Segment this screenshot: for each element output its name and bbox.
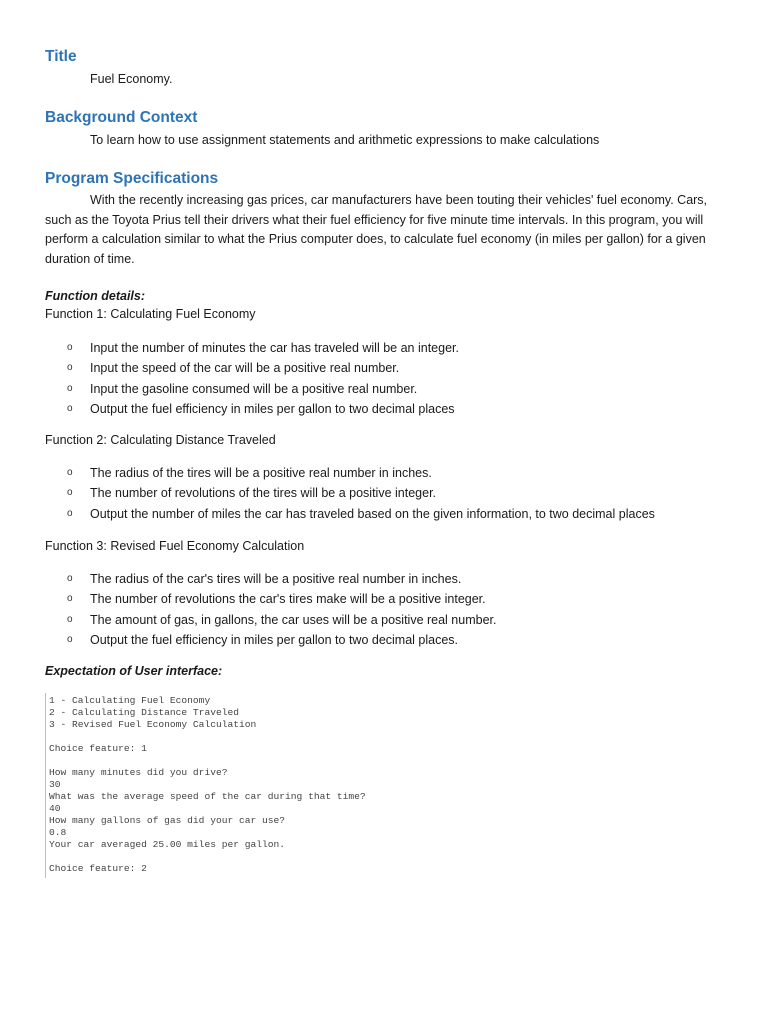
bullet-icon: o [67,382,73,394]
console-line: Choice feature: 1 [49,743,147,754]
background-text: To learn how to use assignment statements and arithmetic expressions to make calculations [90,133,600,147]
bullet-icon: o [67,507,73,519]
bullet-icon: o [67,487,73,499]
console-line: What was the average speed of the car during that time? [49,791,366,802]
bullet-icon: o [67,633,73,645]
bullet-icon: o [67,467,73,478]
console-line: Choice feature: 2 [49,863,147,874]
list-item-text: The number of revolutions of the tires will be a positive integer. [90,486,437,501]
console-line: 40 [49,803,61,814]
function-1-title: Function 1: Calculating Fuel Economy [45,307,256,321]
bullet-icon: o [67,342,73,353]
bullet-icon: o [67,402,73,414]
console-line: 30 [49,779,61,790]
list-item-text: Input the gasoline consumed will be a positive real number. [90,381,418,396]
specs-heading: Program Specifications [45,170,219,187]
bullet-icon: o [67,362,73,374]
console-line: How many minutes did you drive? [49,767,228,778]
list-item-text: The amount of gas, in gallons, the car uses will be a positive real number. [90,612,497,627]
bullet-icon: o [67,613,73,625]
list-item-text: Output the number of miles the car has traveled based on the given information, to two decimal places [90,506,655,521]
list-item-text: Output the fuel efficiency in miles per gallon to two decimal places [90,401,455,416]
list-item-text: Input the speed of the car will be a positive real number. [90,361,400,376]
console-line: 2 - Calculating Distance Traveled [49,707,239,718]
specs-paragraph: With the recently increasing gas prices, car manufacturers have been touting their vehicles' fuel economy. Cars, such as the Toyota Prius tell their drivers what their fuel efficiency for five minute time intervals. In this program, you will perform a calculation similar to what the Prius computer does, to calculate fuel economy (in miles per gallon) for a given duration of time. [45,193,708,266]
bullet-icon: o [67,593,73,605]
list-item-text: Input the number of minutes the car has traveled will be an integer. [90,341,459,355]
list-item-text: Output the fuel efficiency in miles per gallon to two decimal places. [90,632,459,647]
console-line: 1 - Calculating Fuel Economy [49,695,211,706]
list-item-text: The radius of the car's tires will be a positive real number in inches. [90,572,462,586]
user-interface-label: Expectation of User interface: [45,664,223,678]
function-3-title: Function 3: Revised Fuel Economy Calculation [45,539,305,553]
title-text: Fuel Economy. [90,72,173,86]
background-heading: Background Context [45,109,198,126]
list-item-text: The number of revolutions the car's tires make will be a positive integer. [90,592,486,607]
console-output [45,693,448,878]
console-line: How many gallons of gas did your car use? [49,815,286,826]
function-2-title: Function 2: Calculating Distance Traveled [45,433,276,447]
function-details-label: Function details: [45,289,145,303]
console-line: Your car averaged 25.00 miles per gallon. [49,839,286,850]
list-item-text: The radius of the tires will be a positive real number in inches. [90,466,432,480]
bullet-icon: o [67,573,73,584]
console-line: 0.8 [49,827,67,838]
title-heading: Title [45,48,77,65]
console-line: 3 - Revised Fuel Economy Calculation [49,719,257,730]
